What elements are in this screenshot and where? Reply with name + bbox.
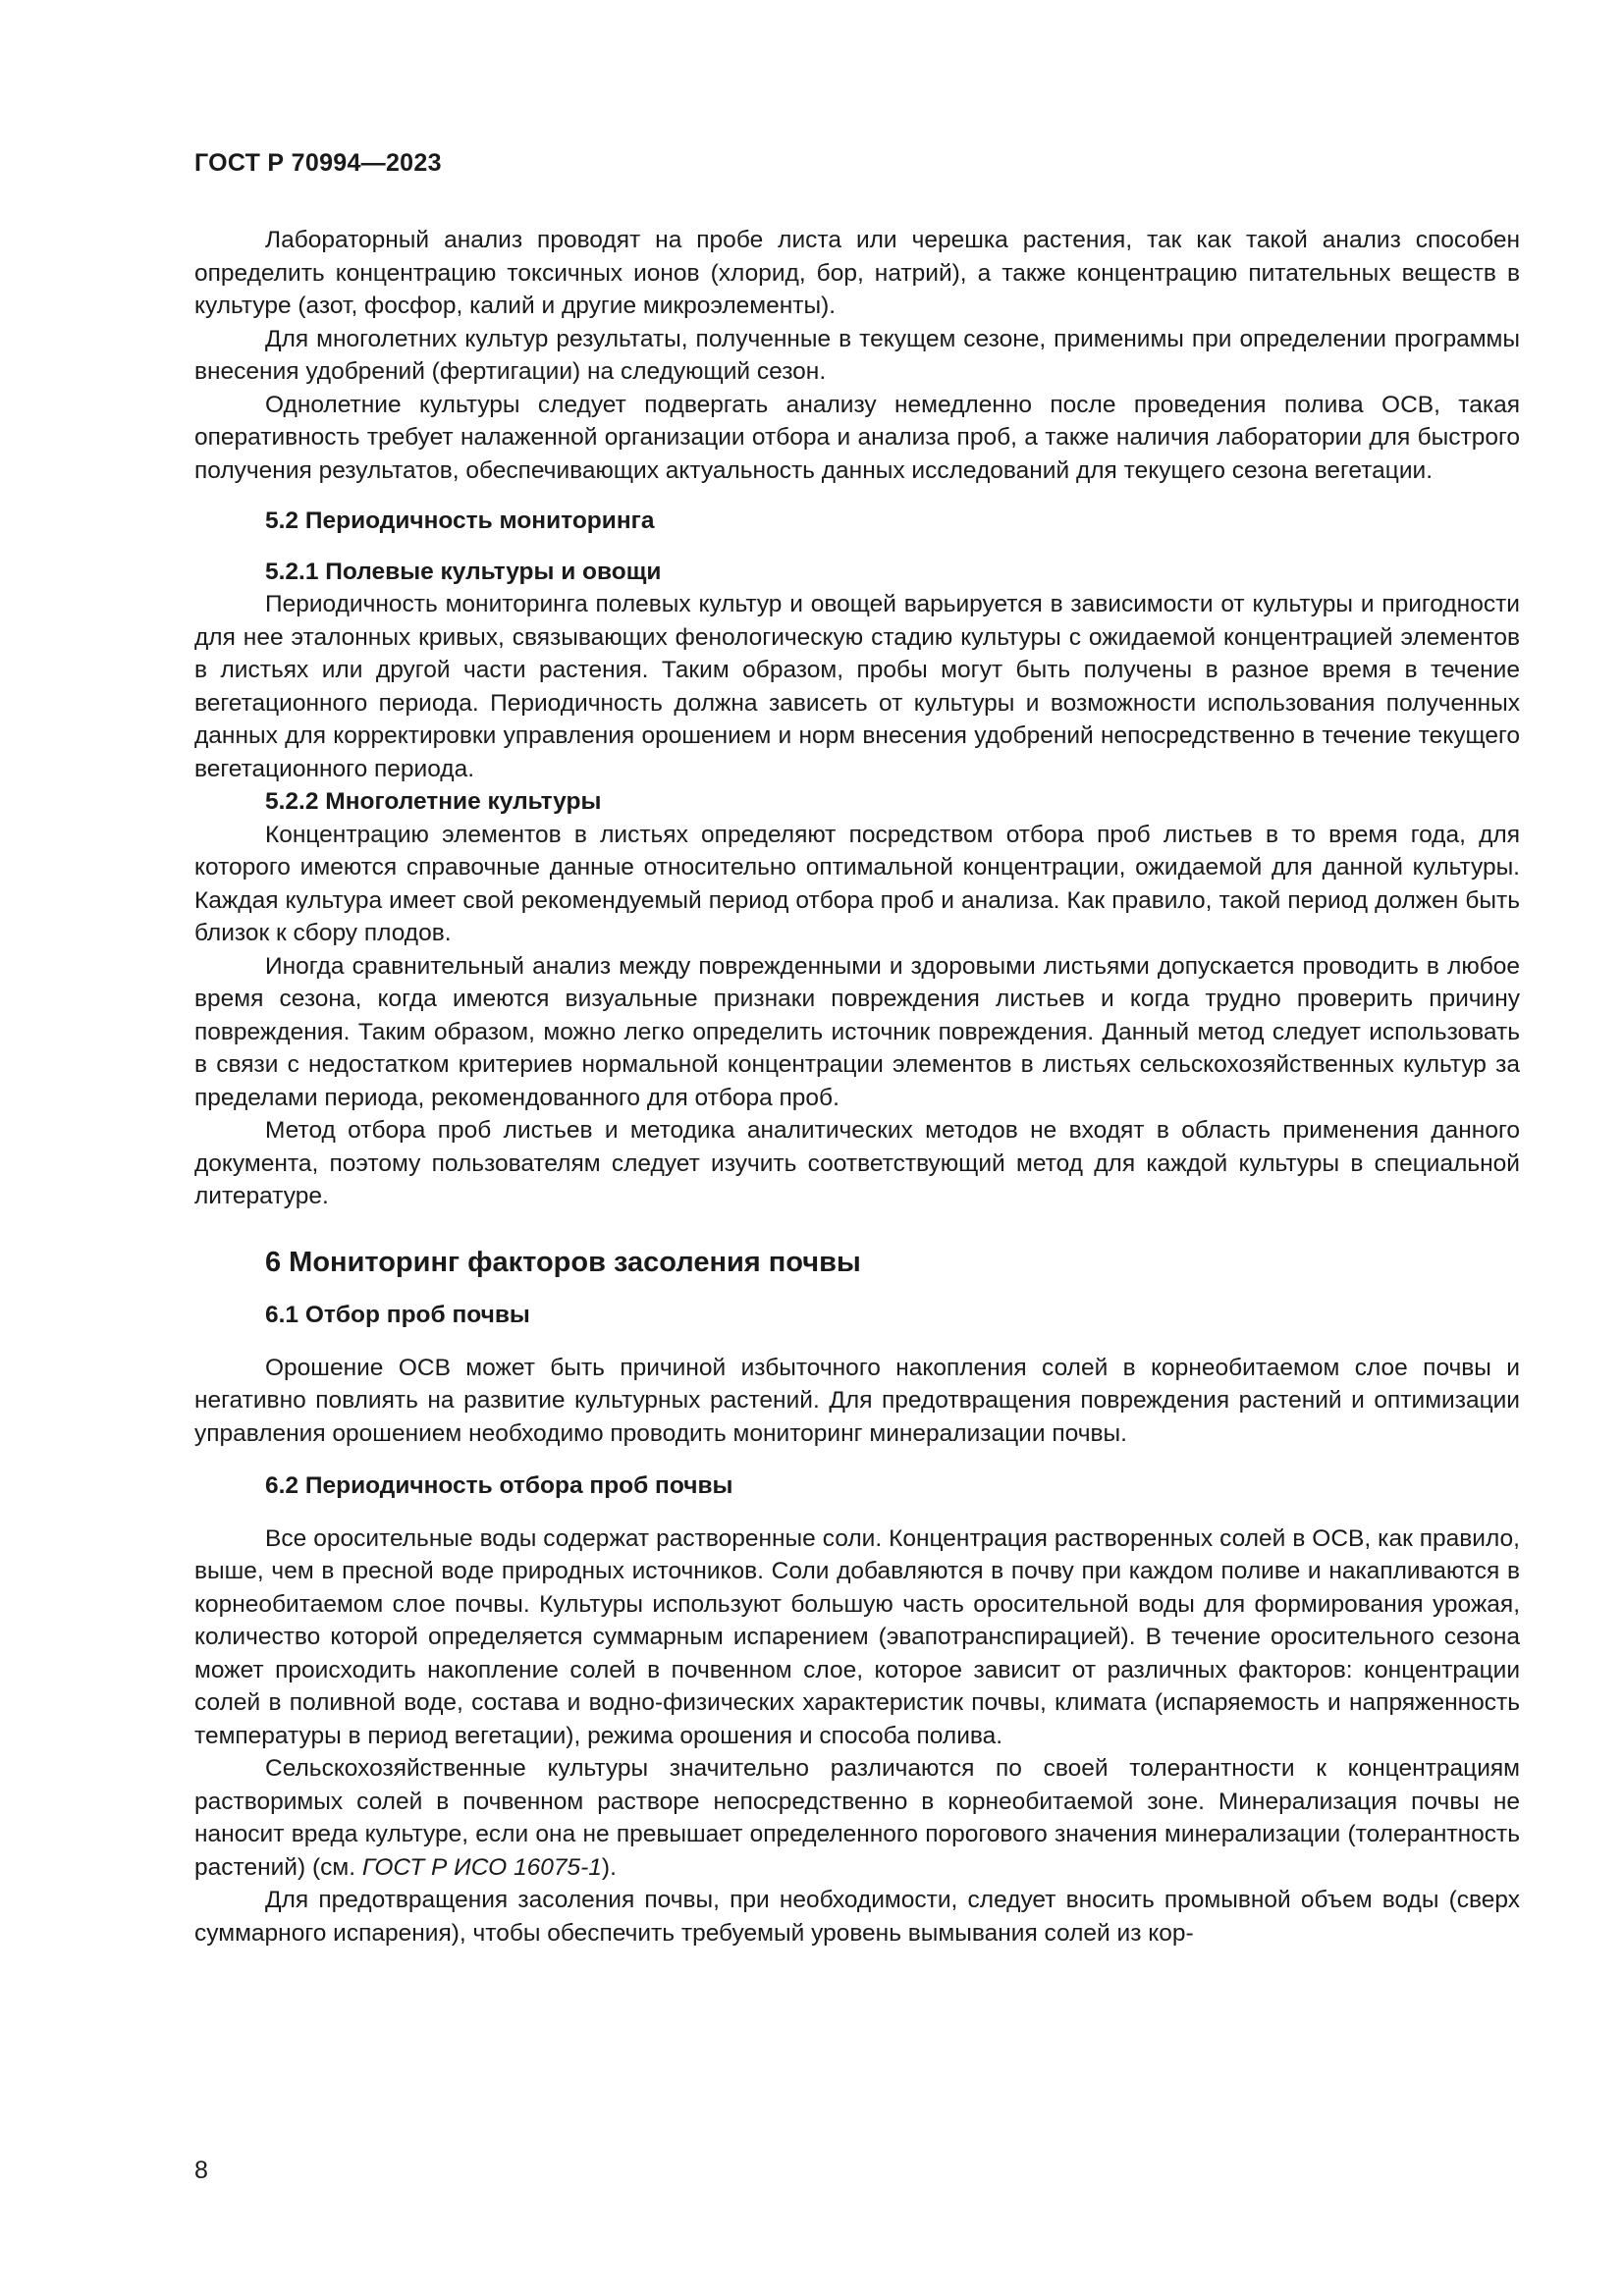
- standard-reference: ГОСТ Р ИСО 16075-1: [361, 1853, 602, 1881]
- section-5-2-1-paragraph-1: Периодичность мониторинга полевых культур и овощей варьируется в зависимости от культуры и пригодности для нее эталонных кривых, связывающих фенологическую стадию культуры с ожидаемой концентрацией элементов в листьях или другой части растения. Таким образом, пробы могут быть получены в разное время в течение вегетационного периода. Периодичность должна зависеть от культуры и возможности использования полученных данных для корректировки управления орошением и норм внесения удобрений непосредственно в течение текущего вегетационного периода.: [194, 591, 1520, 782]
- section-6-2-heading: 6.2 Периодичность отбора проб почвы: [265, 1472, 733, 1499]
- section-6-2-paragraph-2-end: ).: [601, 1853, 617, 1881]
- intro-paragraph-1: Лабораторный анализ проводят на пробе листа или черешка растения, так как такой анализ способен определить концентрацию токсичных ионов (хлорид, бор, натрий), а также концентрацию питательных веществ в культуре (азот, фосфор, калий и другие микроэлементы).: [194, 227, 1520, 319]
- document-header-code: ГОСТ Р 70994—2023: [194, 149, 442, 177]
- section-6-heading: 6 Мониторинг факторов засоления почвы: [265, 1246, 861, 1278]
- intro-paragraph-3: Однолетние культуры следует подвергать анализу немедленно после проведения полива ОСВ, такая оперативность требует налаженной организации отбора и анализа проб, а также наличия лаборатории для быстрого получения результатов, обеспечивающих актуальность данных исследований для текущего сезона вегетации.: [194, 391, 1520, 484]
- intro-paragraph-2: Для многолетних культур результаты, полученные в текущем сезоне, применимы при определении программы внесения удобрений (фертигации) на следующий сезон.: [194, 325, 1520, 385]
- section-6-1-paragraph-1: Орошение ОСВ может быть причиной избыточного накопления солей в корнеобитаемом слое почвы и негативно повлиять на развитие культурных растений. Для предотвращения повреждения растений и оптимизации управления орошением необходимо проводить мониторинг минерализации почвы.: [194, 1354, 1520, 1447]
- section-5-2-heading: 5.2 Периодичность мониторинга: [265, 507, 655, 534]
- page-number: 8: [194, 2157, 208, 2184]
- section-6-2-paragraph-2: [194, 1752, 1520, 1884]
- section-6-2-paragraph-2-text: Сельскохозяйственные культуры значительно различаются по своей толерантности к концентрациям растворимых солей в почвенном растворе непосредственно в корнеобитаемой зоне. Минерализация почвы не наносит вреда культуре, если она не превышает определенного порогового значения минерализации (толерантность растений) (см.: [194, 1755, 1520, 1881]
- section-5-2-2-paragraph-3: Метод отбора проб листьев и методика аналитических методов не входят в область применения данного документа, поэтому пользователям следует изучить соответствующий метод для каждой культуры в специальной литературе.: [194, 1117, 1520, 1209]
- section-5-2-1-heading: 5.2.1 Полевые культуры и овощи: [265, 558, 662, 585]
- section-6-2-paragraph-3: Для предотвращения засоления почвы, при необходимости, следует вносить промывной объем воды (сверх суммарного испарения), чтобы обеспечить требуемый уровень вымывания солей из кор-: [194, 1887, 1520, 1947]
- section-6-1-heading: 6.1 Отбор проб почвы: [265, 1302, 530, 1328]
- section-5-2-2-heading: 5.2.2 Многолетние культуры: [265, 788, 602, 815]
- section-5-2-2-paragraph-1: Концентрацию элементов в листьях определяют посредством отбора проб листьев в то время года, для которого имеются справочные данные относительно оптимальной концентрации, ожидаемой для данной культуры. Каждая культура имеет свой рекомендуемый период отбора проб и анализа. Как правило, такой период должен быть близок к сбору плодов.: [194, 821, 1520, 946]
- document-body: [194, 224, 1520, 1949]
- section-6-2-paragraph-1: Все оросительные воды содержат растворенные соли. Концентрация растворенных солей в ОСВ, как правило, выше, чем в пресной воде природных источников. Соли добавляются в почву при каждом поливе и накапливаются в корнеобитаемом слое почвы. Культуры используют большую часть оросительной воды для формирования урожая, количество которой определяется суммарным испарением (эвапотранспирацией). В течение оросительного сезона может происходить накопление солей в почвенном слое, которое зависит от различных факторов: концентрации солей в поливной воде, состава и водно-физических характеристик почвы, климата (испаряемость и напряженность температуры в период вегетации), режима орошения и способа полива.: [194, 1524, 1520, 1749]
- section-5-2-2-paragraph-2: Иногда сравнительный анализ между поврежденными и здоровыми листьями допускается проводить в любое время сезона, когда имеются визуальные признаки повреждения листьев и когда трудно проверить причину повреждения. Таким образом, можно легко определить источник повреждения. Данный метод следует использовать в связи с недостатком критериев нормальной концентрации элементов в листьях сельскохозяйственных культур за пределами периода, рекомендованного для отбора проб.: [194, 952, 1520, 1111]
